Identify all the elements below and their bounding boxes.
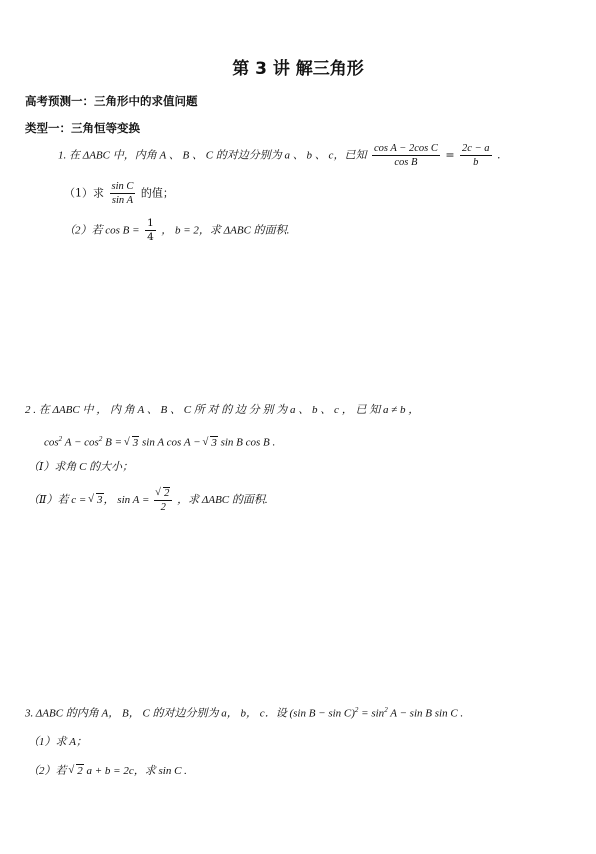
problem-1-fraction-left <box>372 142 440 169</box>
superscript: 2 <box>58 435 63 443</box>
question-label: （2）若 <box>28 765 70 777</box>
type-heading: 类型一：三角恒等变换 <box>25 121 140 135</box>
period: . <box>497 148 501 162</box>
problem-2-equation <box>44 432 275 450</box>
eq-part: A − cos <box>62 436 99 449</box>
problem-1-question-1 <box>64 180 174 207</box>
question-text: ， b = 2，求 ΔABC 的面积. <box>161 224 290 237</box>
problem-3-stem <box>25 703 463 721</box>
stem-part: 3. ΔABC 的内角 A， B， C 的对边分别为 a， b， c．设 (sin B − sin C) <box>25 707 355 720</box>
stem-part: = sin <box>358 707 385 720</box>
superscript: 2 <box>98 435 103 443</box>
radicand: 2 <box>164 488 170 499</box>
problem-2-question-2 <box>28 487 268 514</box>
radicand: 3 <box>211 436 217 449</box>
question-text: 的值； <box>140 186 174 200</box>
sqrt-symbol <box>156 487 170 500</box>
radicand: 2 <box>77 765 83 777</box>
problem-1-q1-fraction <box>110 180 136 207</box>
question-label: （2）若 cos B = <box>64 224 140 237</box>
question-label: （Ⅱ）若 c = <box>28 494 90 507</box>
stem-part: A − sin B sin C . <box>387 707 464 720</box>
superscript: 2 <box>384 706 388 714</box>
sqrt-symbol <box>89 493 104 507</box>
section-heading: 高考预测一：三角形中的求值问题 <box>25 94 198 108</box>
radicand: 3 <box>132 436 139 449</box>
eq-part: cos <box>44 436 59 449</box>
problem-1-stem <box>58 142 501 169</box>
problem-1-question-2 <box>64 217 289 244</box>
problem-3-question-1: （1）求 A； <box>28 736 87 748</box>
problem-2-stem: 2 . 在 ΔABC 中 ， 内 角 A 、 B 、 C 所 对 的 边 分 别 为 a 、 b 、 c ， 已 知 a ≠ b ， <box>25 404 420 416</box>
sqrt-symbol <box>69 764 84 778</box>
fraction-denominator: b <box>473 157 479 168</box>
question-text: ， sin A = <box>103 494 150 507</box>
problem-2-question-1: （Ⅰ）求角 C 的大小； <box>28 461 134 473</box>
eq-part: B = <box>102 436 125 449</box>
problem-1-stem-text: 1. 在 ΔABC 中，内角 A 、 B 、 C 的对边分别为 a 、 b 、 c，已知 <box>58 149 367 162</box>
fraction-denominator: sin A <box>111 195 133 206</box>
problem-3-question-2 <box>28 764 187 778</box>
sqrt-symbol <box>203 436 218 450</box>
sqrt-symbol <box>125 436 140 450</box>
fraction-denominator: 2 <box>160 502 166 513</box>
question-label: （1）求 <box>64 186 104 200</box>
fraction-numerator: sin C <box>111 181 134 192</box>
question-text: ，求 ΔABC 的面积. <box>177 494 268 507</box>
problem-1-fraction-right <box>460 142 492 169</box>
problem-2-q2-fraction <box>154 487 172 514</box>
fraction-denominator: 4 <box>147 231 154 243</box>
page-title: 第 3 讲 解三角形 <box>232 59 364 79</box>
fraction-numerator <box>154 487 172 501</box>
eq-part: sin A cos A − <box>139 436 204 449</box>
fraction-numerator: 2c − a <box>462 143 490 154</box>
problem-1-q2-fraction <box>145 217 156 244</box>
superscript: 2 <box>354 706 359 714</box>
radicand: 3 <box>97 494 103 507</box>
equals-sign: = <box>445 148 455 162</box>
fraction-numerator: cos A − 2cos C <box>373 143 438 154</box>
eq-part: sin B cos B . <box>217 436 276 449</box>
fraction-numerator: 1 <box>147 217 154 229</box>
question-text: a + b = 2c，求 sin C . <box>83 765 187 777</box>
fraction-denominator: cos B <box>394 157 418 168</box>
